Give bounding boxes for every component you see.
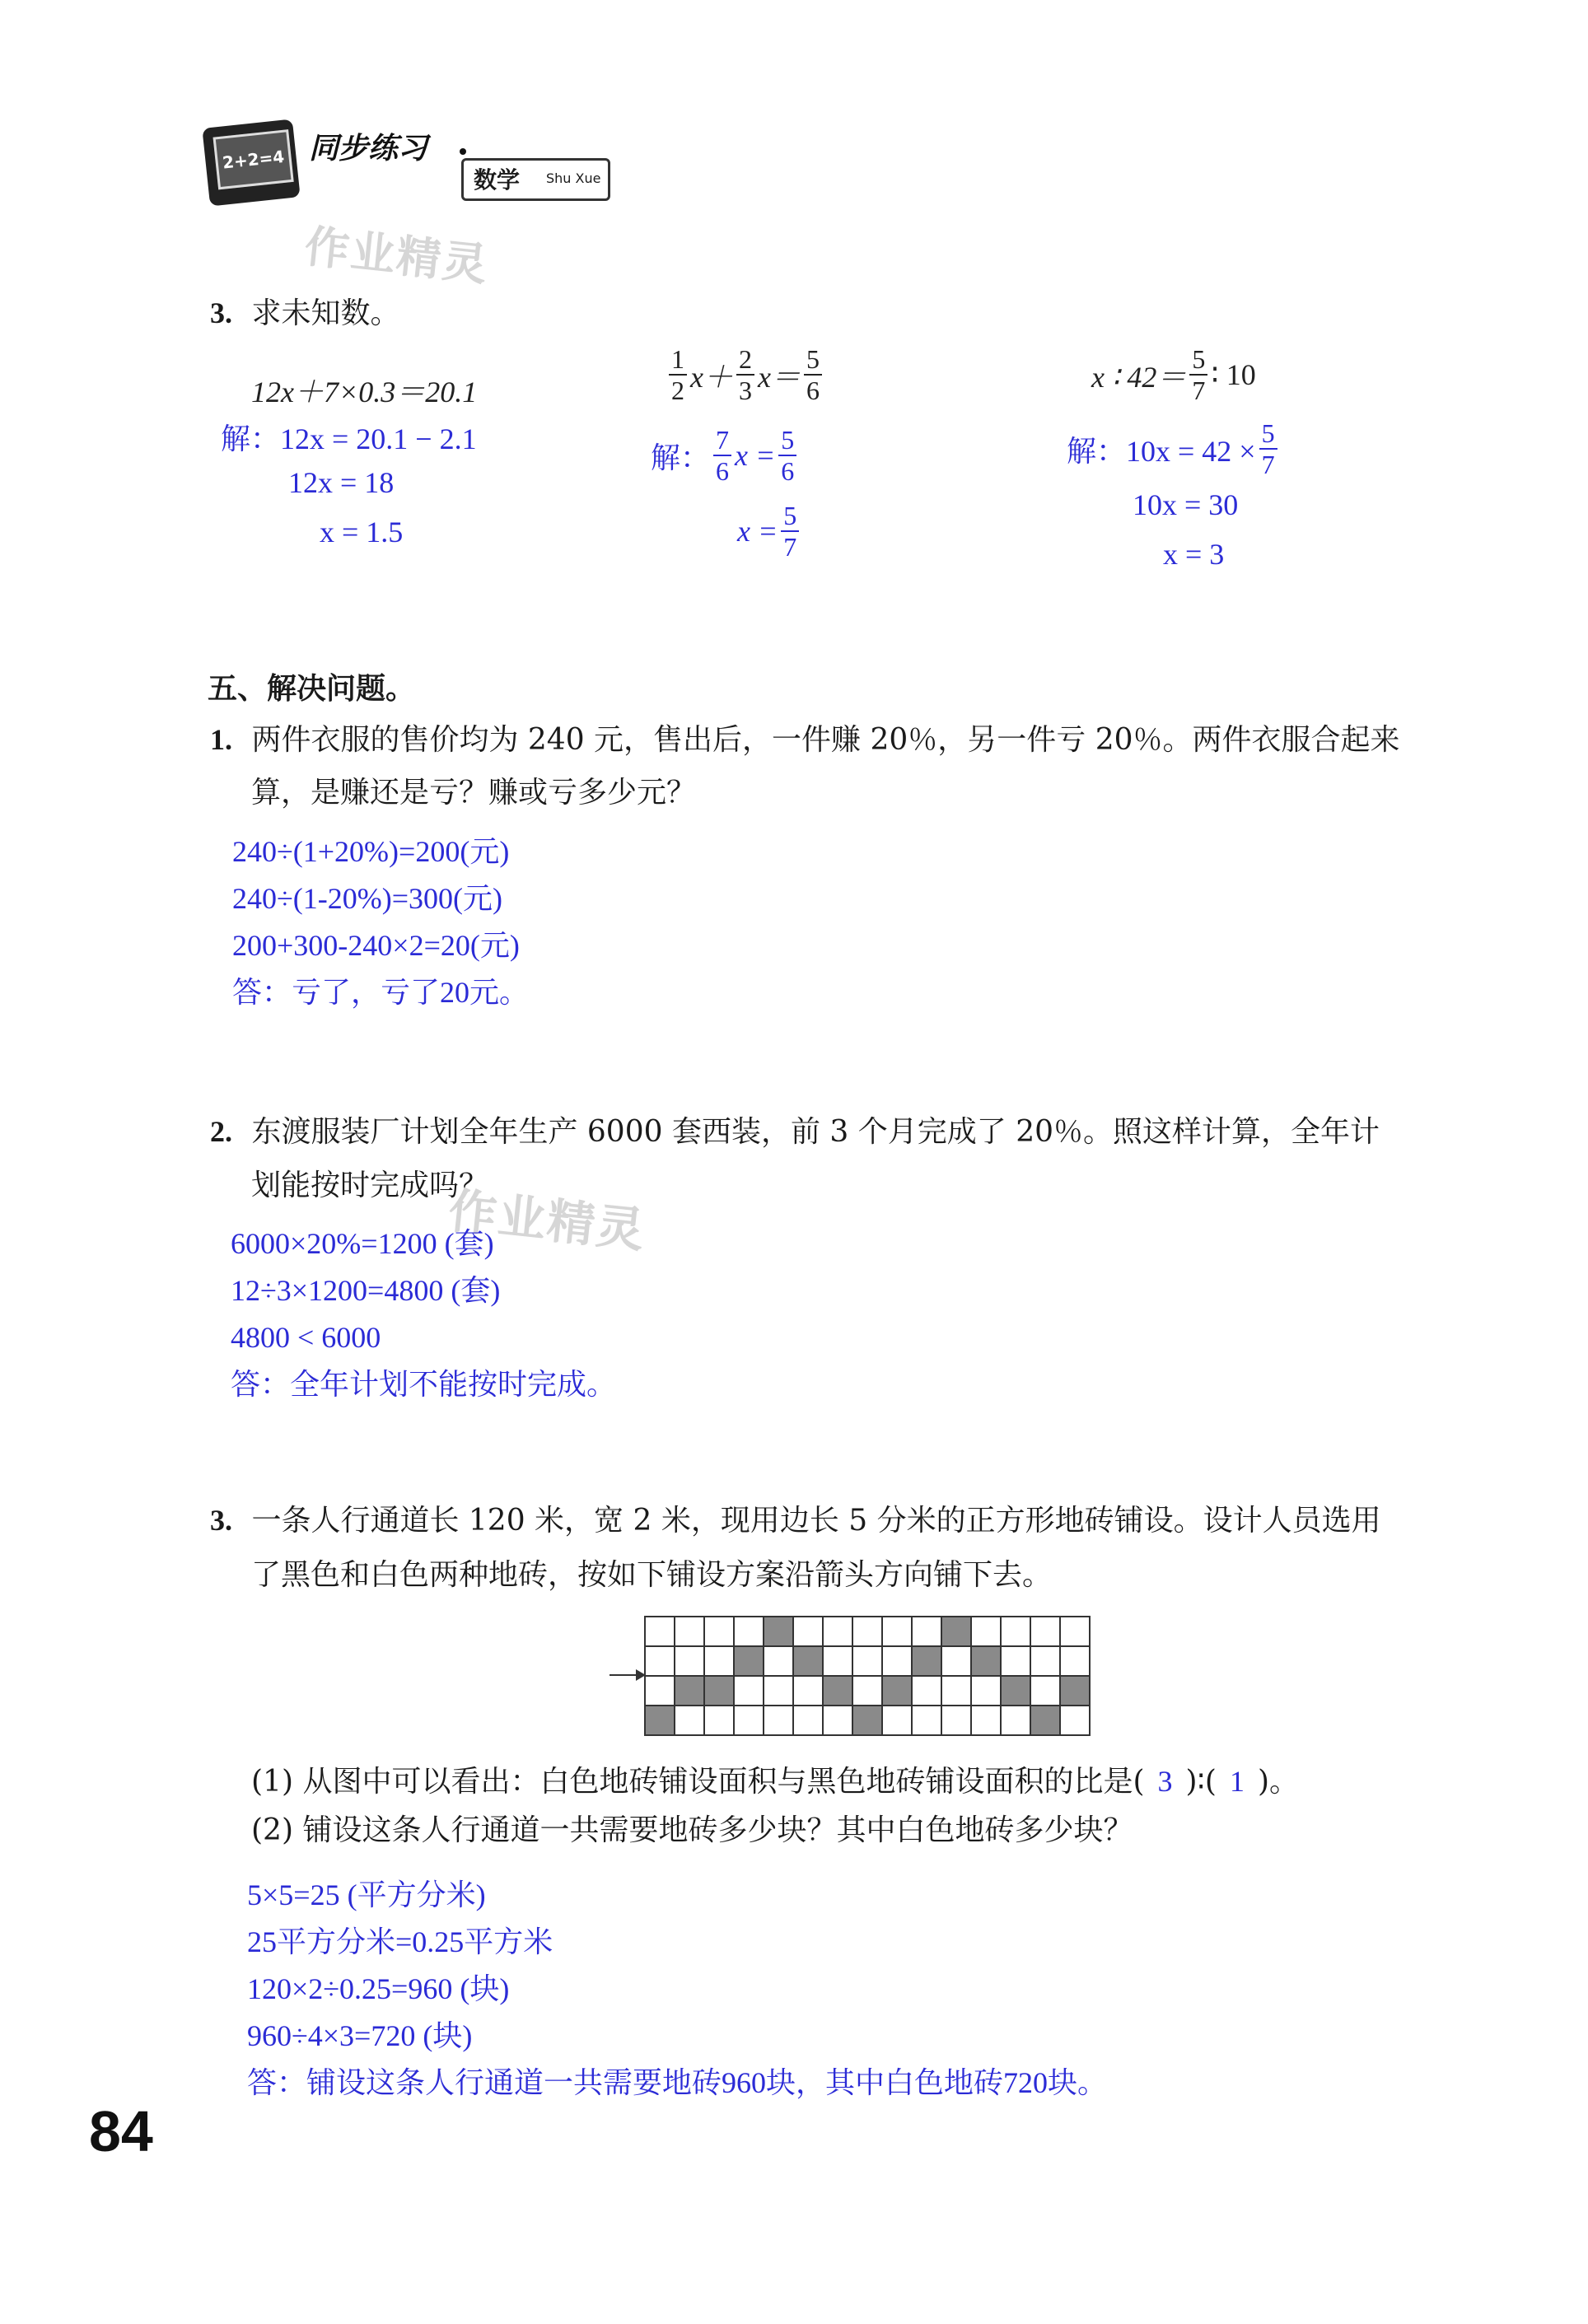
eq3-ans-line1 xyxy=(1067,420,1281,478)
problem3-sub1 xyxy=(251,1758,1299,1805)
sub1-answer1: 3 xyxy=(1157,1765,1173,1798)
tile-arrow xyxy=(610,1674,639,1676)
eq2-a1-rhs-num: 5 xyxy=(778,427,796,456)
problem2-line2: 划能按时完成吗？ xyxy=(251,1169,489,1202)
problem1-answer3: 200+300-240×2=20(元) xyxy=(232,929,520,962)
eq2-a1-rhs-den: 6 xyxy=(781,456,795,486)
part3-prompt: 求未知数。 xyxy=(251,296,400,330)
eq3-ans-line2: 10x = 30 xyxy=(1133,488,1239,521)
sub1-prefix: (1) 从图中可以看出：白色地砖铺设面积与黑色地砖铺设面积的比是( xyxy=(251,1765,1145,1799)
problem3-answer2: 25平方分米=0.25平方米 xyxy=(247,1925,553,1958)
problem3-answer3: 120×2÷0.25=960 (块) xyxy=(247,1972,510,2005)
eq2-frac1-num: 1 xyxy=(669,346,687,376)
eq2-ans-line1 xyxy=(651,427,800,484)
tile-grid xyxy=(644,1616,1091,1736)
eq2-frac1-den: 2 xyxy=(671,376,684,405)
sub1-answer2: 1 xyxy=(1229,1765,1245,1798)
problem2-answer1: 6000×20%=1200 (套) xyxy=(231,1227,494,1260)
header-title: 同步练习 xyxy=(309,132,428,166)
logo-screen-inner: 2+2=4 xyxy=(213,129,294,189)
subject-box xyxy=(461,158,610,201)
problem3-number: 3. xyxy=(210,1504,232,1537)
eq1-line2: 12x = 18 xyxy=(288,466,395,499)
eq1-line3: x = 1.5 xyxy=(320,516,404,548)
problem2-answer3: 4800 < 6000 xyxy=(231,1321,381,1354)
problem2-line1 xyxy=(210,1108,1380,1155)
eq3-ans-den: 7 xyxy=(1261,450,1275,479)
problem3-answer1: 5×5=25 (平方分米) xyxy=(247,1878,486,1911)
eq2-frac3-num: 5 xyxy=(804,346,822,376)
eq2-ans-prefix: 解： xyxy=(651,441,711,474)
eq3-end: ∶ 10 xyxy=(1211,358,1256,391)
problem1-number: 1. xyxy=(210,723,232,756)
problem1-answer4: 答：亏了，亏了20元。 xyxy=(232,976,530,1009)
subject-label: 数学 xyxy=(474,166,521,194)
eq2-frac2-num: 2 xyxy=(736,346,754,376)
eq2-a1-num: 7 xyxy=(713,427,731,456)
problem1-text1: 两件衣服的售价均为 240 元，售出后，一件赚 20％，另一件亏 20％。两件衣服合起来 xyxy=(251,723,1400,757)
problem3-line1 xyxy=(210,1497,1381,1544)
problem1-answer2: 240÷(1-20%)=300(元) xyxy=(232,882,502,915)
eq3-ans-num: 5 xyxy=(1259,420,1277,450)
tile-row xyxy=(645,1646,1090,1676)
problem3-text1: 一条人行通道长 120 米，宽 2 米，现用边长 5 分米的正方形地砖铺设。设计人员选用 xyxy=(251,1504,1381,1538)
watermark-top: 作业精灵 xyxy=(301,220,492,292)
eq3-question xyxy=(1091,346,1256,404)
tile-row xyxy=(645,1617,1090,1646)
problem2-text1: 东渡服装厂计划全年生产 6000 套西装，前 3 个月完成了 20％。照这样计算，全年计 xyxy=(251,1115,1380,1149)
eq2-a2-lhs: x = xyxy=(737,515,778,548)
logo-screen xyxy=(202,119,300,207)
tile-row xyxy=(645,1706,1090,1735)
problem2-answer4: 答：全年计划不能按时完成。 xyxy=(231,1368,617,1401)
section5-title: 五、解决问题。 xyxy=(208,672,416,706)
eq2-end: x＝ xyxy=(757,360,801,394)
eq2-a1-den: 6 xyxy=(716,456,730,486)
eq2-a2-den: 7 xyxy=(783,532,797,562)
eq2-frac2-den: 3 xyxy=(738,376,752,405)
sub1-suffix: )。 xyxy=(1257,1765,1299,1799)
eq3-start: x ∶ 42＝ xyxy=(1091,360,1187,394)
problem3-sub2: (2) 铺设这条人行通道一共需要地砖多少块？其中白色地砖多少块？ xyxy=(251,1813,1133,1847)
problem3-answer4: 960÷4×3=720 (块) xyxy=(247,2019,473,2052)
problem1-line2: 算，是赚还是亏？赚或亏多少元？ xyxy=(251,776,697,810)
eq2-question xyxy=(666,346,825,404)
tile-row xyxy=(645,1676,1090,1706)
problem3-answer5: 答：铺设这条人行通道一共需要地砖960块，其中白色地砖720块。 xyxy=(247,2066,1108,2099)
problem2-answer2: 12÷3×1200=4800 (套) xyxy=(231,1274,501,1307)
eq2-mid: x＋ xyxy=(690,360,733,394)
problem3-line2: 了黑色和白色两种地砖，按如下铺设方案沿箭头方向铺下去。 xyxy=(251,1558,1053,1592)
problem2-number: 2. xyxy=(210,1115,232,1148)
part3-number: 3. xyxy=(210,296,232,329)
eq3-ans-line3: x = 3 xyxy=(1163,538,1225,571)
eq2-a1-mid: x = xyxy=(735,439,776,472)
problem1-line1 xyxy=(210,716,1400,763)
header xyxy=(198,124,626,206)
subject-pinyin: Shu Xue xyxy=(546,170,601,186)
problem1-answer1: 240÷(1+20%)=200(元) xyxy=(232,835,510,868)
eq1-question: 12x＋7×0.3＝20.1 xyxy=(251,376,478,408)
eq2-ans-line2 xyxy=(737,502,802,560)
watermark-mid: 作业精灵 xyxy=(446,1182,649,1259)
eq3-q-den: 7 xyxy=(1192,376,1206,405)
eq2-frac3-den: 6 xyxy=(806,376,820,405)
header-dot xyxy=(460,148,466,155)
page-number: 84 xyxy=(89,2099,153,2163)
part3-heading xyxy=(210,290,399,337)
sub1-mid: )∶( xyxy=(1185,1765,1217,1799)
eq3-q-num: 5 xyxy=(1189,346,1207,376)
eq2-a2-num: 5 xyxy=(781,502,799,532)
eq3-ans1-text: 解：10x = 42 × xyxy=(1067,434,1256,468)
eq1-line1: 解：12x = 20.1 − 2.1 xyxy=(221,422,477,455)
